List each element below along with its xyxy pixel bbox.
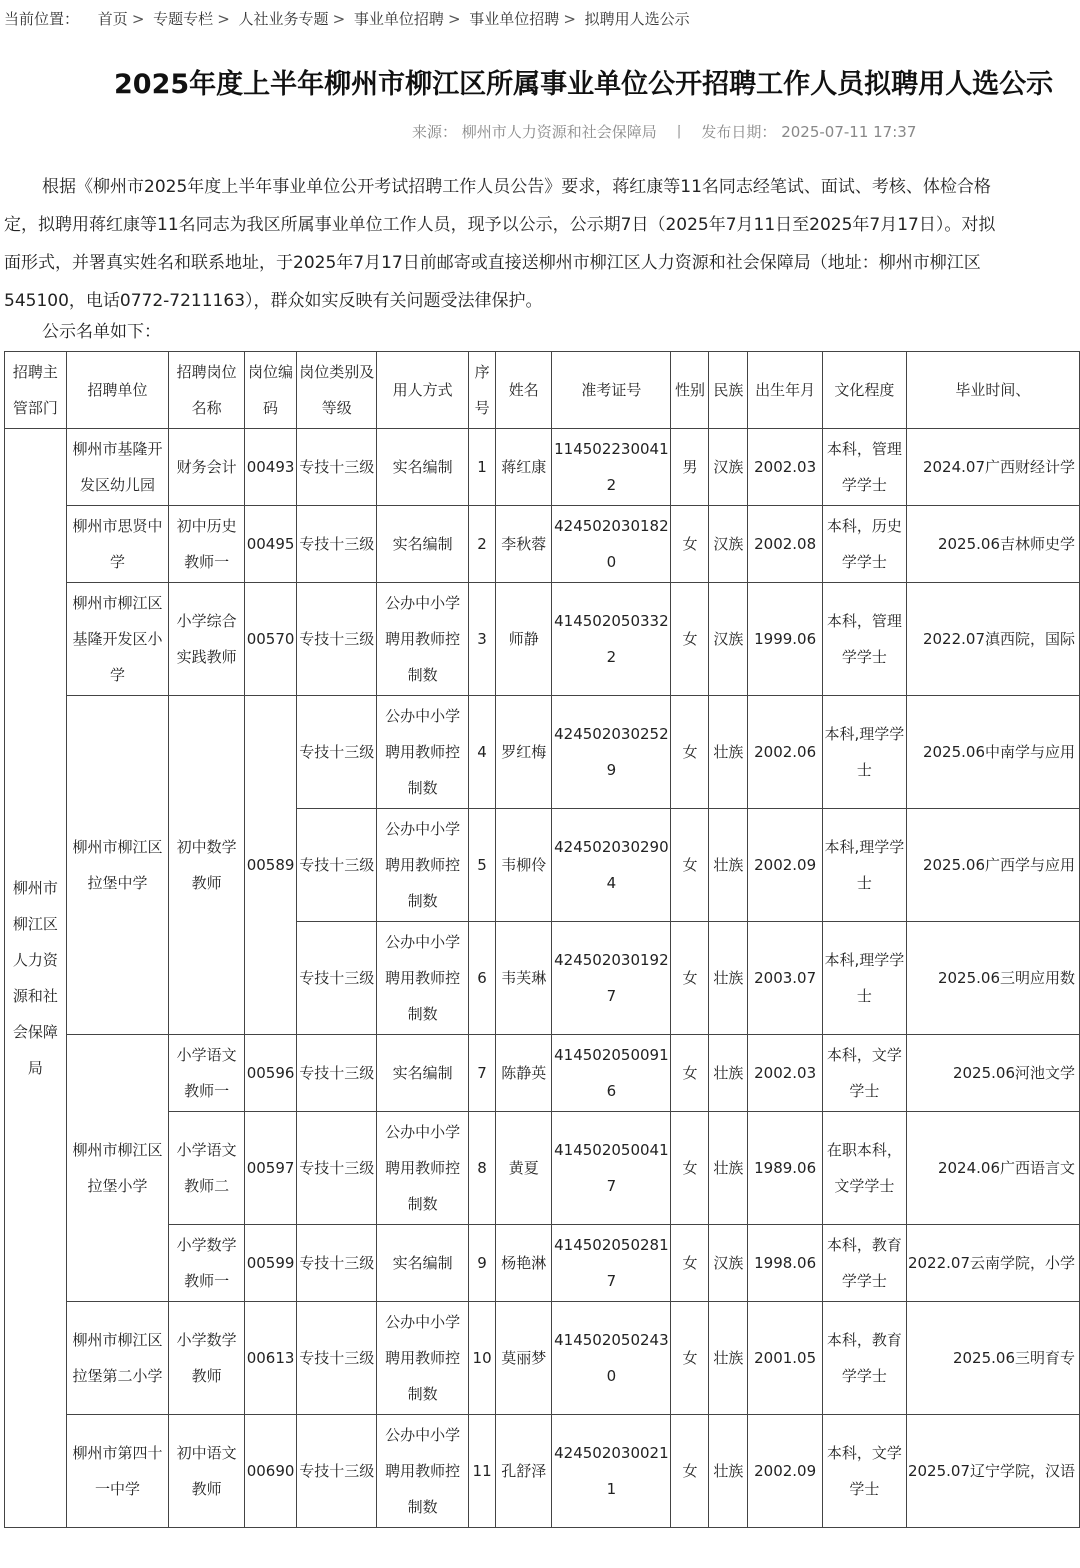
breadcrumb-separator: > xyxy=(332,10,346,28)
grade-cell: 专技十三级 xyxy=(297,809,377,922)
mode-cell: 公办中小学聘用教师控制数 xyxy=(377,1302,469,1415)
ethnicity-cell: 汉族 xyxy=(709,429,748,506)
post-cell: 初中数学教师 xyxy=(169,696,244,1035)
article-body xyxy=(4,168,1080,320)
birth-cell: 2002.09 xyxy=(748,1415,822,1528)
birth-cell: 2002.06 xyxy=(748,696,822,809)
header-cell: 招聘单位 xyxy=(66,352,169,429)
table-row xyxy=(5,429,1080,506)
graduation-cell: 2025.06三明育专 xyxy=(906,1302,1079,1415)
no-cell: 6 xyxy=(469,922,496,1035)
ethnicity-cell: 壮族 xyxy=(709,809,748,922)
education-cell: 本科，文学学士 xyxy=(822,1035,906,1112)
sex-cell: 女 xyxy=(671,583,709,696)
graduation-cell: 2022.07滇西院，国际 xyxy=(906,583,1079,696)
mode-cell: 公办中小学聘用教师控制数 xyxy=(377,922,469,1035)
name-cell: 陈静英 xyxy=(496,1035,552,1112)
name-cell: 罗红梅 xyxy=(496,696,552,809)
header-cell: 性别 xyxy=(671,352,709,429)
date-label: 发布日期： xyxy=(701,123,777,141)
graduation-cell: 2022.07云南学院，小学 xyxy=(906,1225,1079,1302)
code-cell: 00690 xyxy=(244,1415,297,1528)
page-title: 2025年度上半年柳州市柳江区所属事业单位公开招聘工作人员拟聘用人选公示 xyxy=(114,69,1054,100)
grade-cell: 专技十三级 xyxy=(297,583,377,696)
birth-cell: 1999.06 xyxy=(748,583,822,696)
breadcrumb-label: 当前位置： xyxy=(4,10,80,28)
name-cell: 孔舒泽 xyxy=(496,1415,552,1528)
grade-cell: 专技十三级 xyxy=(297,1302,377,1415)
education-cell: 本科,理学学士 xyxy=(822,922,906,1035)
table-header-row xyxy=(5,352,1080,429)
ethnicity-cell: 汉族 xyxy=(709,1225,748,1302)
sex-cell: 女 xyxy=(671,922,709,1035)
body-line: 定，拟聘用蒋红康等11名同志为我区所属事业单位工作人员，现予以公示，公示期7日（2025年7月11日至2025年7月17日）。对拟 xyxy=(4,215,996,235)
table-row xyxy=(5,1415,1080,1528)
table-row xyxy=(5,1302,1080,1415)
education-cell: 本科,理学学士 xyxy=(822,809,906,922)
post-cell: 小学数学教师 xyxy=(169,1302,244,1415)
education-cell: 本科，文学学士 xyxy=(822,1415,906,1528)
graduation-cell: 2025.06中南学与应用 xyxy=(906,696,1079,809)
exam-cell: 4245020302904 xyxy=(552,809,671,922)
code-cell: 00599 xyxy=(244,1225,297,1302)
code-cell: 00493 xyxy=(244,429,297,506)
no-cell: 5 xyxy=(469,809,496,922)
no-cell: 7 xyxy=(469,1035,496,1112)
name-cell: 杨艳淋 xyxy=(496,1225,552,1302)
mode-cell: 实名编制 xyxy=(377,429,469,506)
mode-cell: 公办中小学聘用教师控制数 xyxy=(377,1112,469,1225)
exam-cell: 4245020301820 xyxy=(552,506,671,583)
grade-cell: 专技十三级 xyxy=(297,1035,377,1112)
birth-cell: 2002.08 xyxy=(748,506,822,583)
source-value: 柳州市人力资源和社会保障局 xyxy=(461,123,657,141)
department-cell: 柳州市柳江区人力资源和社会保障局 xyxy=(5,429,67,1528)
birth-cell: 2002.03 xyxy=(748,1035,822,1112)
education-cell: 本科，管理学学士 xyxy=(822,429,906,506)
breadcrumb-separator: > xyxy=(563,10,576,28)
post-cell: 小学语文教师一 xyxy=(169,1035,244,1112)
birth-cell: 2001.05 xyxy=(748,1302,822,1415)
grade-cell: 专技十三级 xyxy=(297,429,377,506)
ethnicity-cell: 壮族 xyxy=(709,1035,748,1112)
unit-cell: 柳州市基隆开发区幼儿园 xyxy=(66,429,169,506)
header-cell: 招聘岗位名称 xyxy=(169,352,244,429)
mode-cell: 公办中小学聘用教师控制数 xyxy=(377,583,469,696)
ethnicity-cell: 壮族 xyxy=(709,1112,748,1225)
education-cell: 本科，教育学学士 xyxy=(822,1302,906,1415)
ethnicity-cell: 汉族 xyxy=(709,506,748,583)
body-line: 根据《柳州市2025年度上半年事业单位公开考试招聘工作人员公告》要求，蒋红康等11名同志经笔试、面试、考核、体检合格 xyxy=(42,177,991,197)
ethnicity-cell: 壮族 xyxy=(709,1415,748,1528)
exam-cell: 4145020503322 xyxy=(552,583,671,696)
unit-cell: 柳州市柳江区拉堡小学 xyxy=(66,1035,169,1302)
exam-cell: 4245020300211 xyxy=(552,1415,671,1528)
post-cell: 小学数学教师一 xyxy=(169,1225,244,1302)
no-cell: 10 xyxy=(469,1302,496,1415)
breadcrumb-home-link[interactable]: 首页 xyxy=(97,10,128,28)
source-label: 来源： xyxy=(412,123,458,141)
code-cell: 00495 xyxy=(244,506,297,583)
education-cell: 本科，管理学学士 xyxy=(822,583,906,696)
name-cell: 莫丽梦 xyxy=(496,1302,552,1415)
ethnicity-cell: 壮族 xyxy=(709,922,748,1035)
education-cell: 本科,理学学士 xyxy=(822,696,906,809)
education-cell: 本科，历史学学士 xyxy=(822,506,906,583)
mode-cell: 公办中小学聘用教师控制数 xyxy=(377,696,469,809)
graduation-cell: 2025.06吉林师史学 xyxy=(906,506,1079,583)
breadcrumb-separator: > xyxy=(447,10,461,28)
no-cell: 11 xyxy=(469,1415,496,1528)
education-cell: 本科，教育学学士 xyxy=(822,1225,906,1302)
graduation-cell: 2025.06三明应用数 xyxy=(906,922,1079,1035)
header-cell: 准考证号 xyxy=(552,352,671,429)
table-row xyxy=(5,1035,1080,1112)
exam-cell: 4145020500417 xyxy=(552,1112,671,1225)
post-cell: 初中语文教师 xyxy=(169,1415,244,1528)
birth-cell: 2002.09 xyxy=(748,809,822,922)
mode-cell: 实名编制 xyxy=(377,1035,469,1112)
birth-cell: 2002.03 xyxy=(748,429,822,506)
sex-cell: 女 xyxy=(671,1225,709,1302)
name-cell: 师静 xyxy=(496,583,552,696)
graduation-cell: 2025.07辽宁学院，汉语 xyxy=(906,1415,1079,1528)
no-cell: 1 xyxy=(469,429,496,506)
ethnicity-cell: 壮族 xyxy=(709,696,748,809)
education-cell: 在职本科，文学学士 xyxy=(822,1112,906,1225)
grade-cell: 专技十三级 xyxy=(297,696,377,809)
sex-cell: 女 xyxy=(671,1302,709,1415)
birth-cell: 2003.07 xyxy=(748,922,822,1035)
list-title: 公示名单如下： xyxy=(42,322,161,342)
header-cell: 出生年月 xyxy=(748,352,822,429)
sex-cell: 女 xyxy=(671,1415,709,1528)
header-cell: 岗位类别及等级 xyxy=(297,352,377,429)
post-cell: 初中历史教师一 xyxy=(169,506,244,583)
no-cell: 8 xyxy=(469,1112,496,1225)
code-cell: 00597 xyxy=(244,1112,297,1225)
exam-cell: 4145020502817 xyxy=(552,1225,671,1302)
mode-cell: 实名编制 xyxy=(377,1225,469,1302)
sex-cell: 男 xyxy=(671,429,709,506)
code-cell: 00570 xyxy=(244,583,297,696)
grade-cell: 专技十三级 xyxy=(297,1415,377,1528)
table-row xyxy=(5,696,1080,809)
header-cell: 岗位编码 xyxy=(244,352,297,429)
header-cell: 序号 xyxy=(469,352,496,429)
grade-cell: 专技十三级 xyxy=(297,922,377,1035)
header-cell: 用人方式 xyxy=(377,352,469,429)
sex-cell: 女 xyxy=(671,1035,709,1112)
table-row xyxy=(5,506,1080,583)
sex-cell: 女 xyxy=(671,809,709,922)
no-cell: 9 xyxy=(469,1225,496,1302)
exam-cell: 4245020302529 xyxy=(552,696,671,809)
body-line: 面形式，并署真实姓名和联系地址，于2025年7月17日前邮寄或直接送柳州市柳江区人力资源和社会保障局（地址：柳州市柳江区 xyxy=(4,253,981,273)
grade-cell: 专技十三级 xyxy=(297,1112,377,1225)
exam-cell: 4145020502430 xyxy=(552,1302,671,1415)
ethnicity-cell: 壮族 xyxy=(709,1302,748,1415)
name-cell: 韦柳伶 xyxy=(496,809,552,922)
breadcrumb-current-link[interactable]: 拟聘用人选公示 xyxy=(584,10,690,28)
name-cell: 蒋红康 xyxy=(496,429,552,506)
post-cell: 小学综合实践教师 xyxy=(169,583,244,696)
exam-cell: 1145022300412 xyxy=(552,429,671,506)
breadcrumb-hr-topics-link[interactable]: 人社业务专题 xyxy=(238,10,329,28)
no-cell: 3 xyxy=(469,583,496,696)
unit-cell: 柳州市柳江区拉堡第二小学 xyxy=(66,1302,169,1415)
ethnicity-cell: 汉族 xyxy=(709,583,748,696)
no-cell: 2 xyxy=(469,506,496,583)
graduation-cell: 2024.06广西语言文 xyxy=(906,1112,1079,1225)
name-cell: 韦芙琳 xyxy=(496,922,552,1035)
breadcrumb-separator: > xyxy=(131,10,145,28)
breadcrumb-recruit-sub-link[interactable]: 事业单位招聘 xyxy=(469,10,560,28)
no-cell: 4 xyxy=(469,696,496,809)
graduation-cell: 2024.07广西财经计学 xyxy=(906,429,1079,506)
birth-cell: 1989.06 xyxy=(748,1112,822,1225)
meta-divider: 丨 xyxy=(671,123,687,141)
grade-cell: 专技十三级 xyxy=(297,1225,377,1302)
header-cell: 文化程度 xyxy=(822,352,906,429)
header-cell: 招聘主管部门 xyxy=(5,352,67,429)
breadcrumb-recruit-link[interactable]: 事业单位招聘 xyxy=(353,10,444,28)
sex-cell: 女 xyxy=(671,1112,709,1225)
grade-cell: 专技十三级 xyxy=(297,506,377,583)
unit-cell: 柳州市思贤中学 xyxy=(66,506,169,583)
graduation-cell: 2025.06河池文学 xyxy=(906,1035,1079,1112)
article-meta xyxy=(412,121,916,142)
code-cell: 00613 xyxy=(244,1302,297,1415)
unit-cell: 柳州市柳江区基隆开发区小学 xyxy=(66,583,169,696)
sex-cell: 女 xyxy=(671,696,709,809)
code-cell: 00596 xyxy=(244,1035,297,1112)
breadcrumb xyxy=(4,8,690,29)
header-cell: 姓名 xyxy=(496,352,552,429)
mode-cell: 公办中小学聘用教师控制数 xyxy=(377,809,469,922)
post-cell: 财务会计 xyxy=(169,429,244,506)
unit-cell: 柳州市第四十一中学 xyxy=(66,1415,169,1528)
unit-cell: 柳州市柳江区拉堡中学 xyxy=(66,696,169,1035)
breadcrumb-separator: > xyxy=(217,10,230,28)
breadcrumb-topics-link[interactable]: 专题专栏 xyxy=(153,10,214,28)
exam-cell: 4145020500916 xyxy=(552,1035,671,1112)
graduation-cell: 2025.06广西学与应用 xyxy=(906,809,1079,922)
table-row xyxy=(5,583,1080,696)
date-value: 2025-07-11 17:37 xyxy=(781,123,917,141)
candidate-table xyxy=(4,351,1080,1528)
header-cell: 民族 xyxy=(709,352,748,429)
header-cell: 毕业时间、 xyxy=(906,352,1079,429)
code-cell: 00589 xyxy=(244,696,297,1035)
name-cell: 黄夏 xyxy=(496,1112,552,1225)
birth-cell: 1998.06 xyxy=(748,1225,822,1302)
body-line: 545100，电话0772-7211163），群众如实反映有关问题受法律保护。 xyxy=(4,291,543,311)
post-cell: 小学语文教师二 xyxy=(169,1112,244,1225)
sex-cell: 女 xyxy=(671,506,709,583)
name-cell: 李秋蓉 xyxy=(496,506,552,583)
mode-cell: 公办中小学聘用教师控制数 xyxy=(377,1415,469,1528)
mode-cell: 实名编制 xyxy=(377,506,469,583)
exam-cell: 4245020301927 xyxy=(552,922,671,1035)
